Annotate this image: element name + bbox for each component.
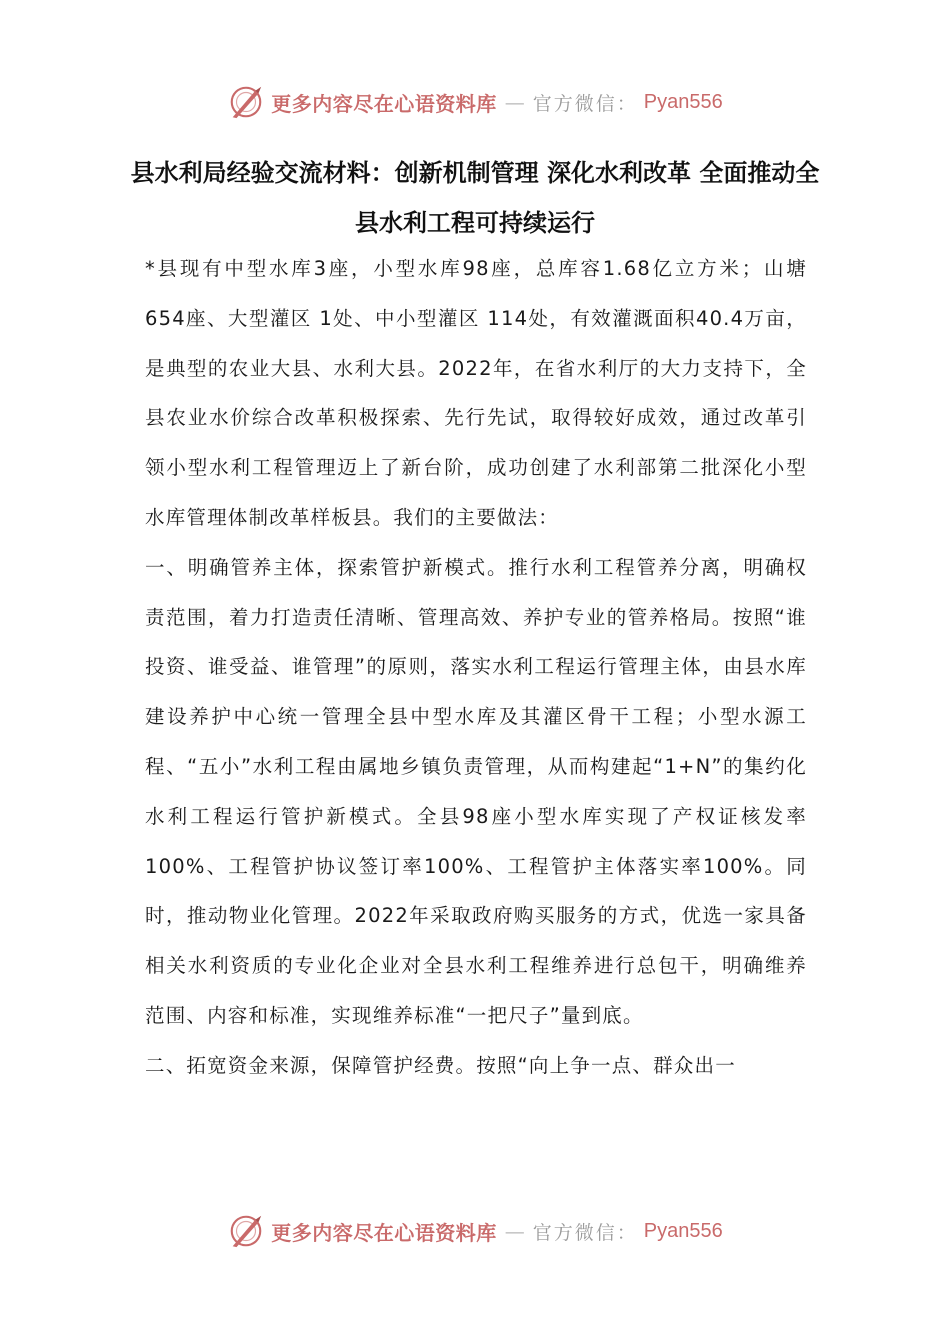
paragraph-section-1: 一、明确管养主体，探索管护新模式。推行水利工程管养分离，明确权责范围，着力打造责任清晰、管理高效、养护专业的管养格局。按照“谁投资、谁受益、谁管理”的原则，落实水利工程运行管理主体，由县水库建设养护中心统一管理全县中型水库及其灌区骨干工程；小型水源工程、“五小”水利工程由属地乡镇负责管理，从而构建起“1+N”的集约化水利工程运行管护新模式。全县98座小型水库实现了产权证核发率100%、工程管护协议签订率100%、工程管护主体落实率100%。同时，推动物业化管理。2022年采取政府购买服务的方式，优选一家具备相关水利资质的专业化企业对全县水利工程维养进行总包干，明确维养范围、内容和标准，实现维养标准“一把尺子”量到底。 <box>145 555 807 1027</box>
banner-main-text: 更多内容尽在心语资料库 <box>271 91 497 116</box>
banner-dash: — <box>504 90 525 114</box>
banner-dash: — <box>504 1219 525 1243</box>
footer-watermark-banner <box>0 1209 950 1253</box>
quill-logo-icon <box>227 83 265 121</box>
banner-wechat-id: Pyan556 <box>643 90 723 113</box>
document-title: 县水利局经验交流材料：创新机制管理 深化水利改革 全面推动全县水利工程可持续运行 <box>130 159 820 237</box>
banner-main-text: 更多内容尽在心语资料库 <box>271 1220 497 1245</box>
document-body <box>145 244 807 1091</box>
banner-wechat-id: Pyan556 <box>643 1219 723 1242</box>
paragraph-intro: *县现有中型水库3座，小型水库98座，总库容1.68亿立方米；山塘 654座、大型灌区 1处、中小型灌区 114处，有效灌溉面积40.4万亩，是典型的农业大县、水利大县。2022年，在省水利厅的大力支持下，全县农业水价综合改革积极探索、先行先试，取得较好成效，通过改革引领小型水利工程管理迈上了新台阶，成功创建了水利部第二批深化小型水库管理体制改革样板县。我们的主要做法： <box>145 257 807 529</box>
banner-sub-text: 官方微信： <box>532 92 638 115</box>
quill-logo-icon <box>227 1212 265 1250</box>
header-watermark-banner <box>0 80 950 124</box>
paragraph-section-2: 二、拓宽资金来源，保障管护经费。按照“向上争一点、群众出一 <box>145 1053 736 1077</box>
banner-sub-text: 官方微信： <box>532 1221 638 1244</box>
